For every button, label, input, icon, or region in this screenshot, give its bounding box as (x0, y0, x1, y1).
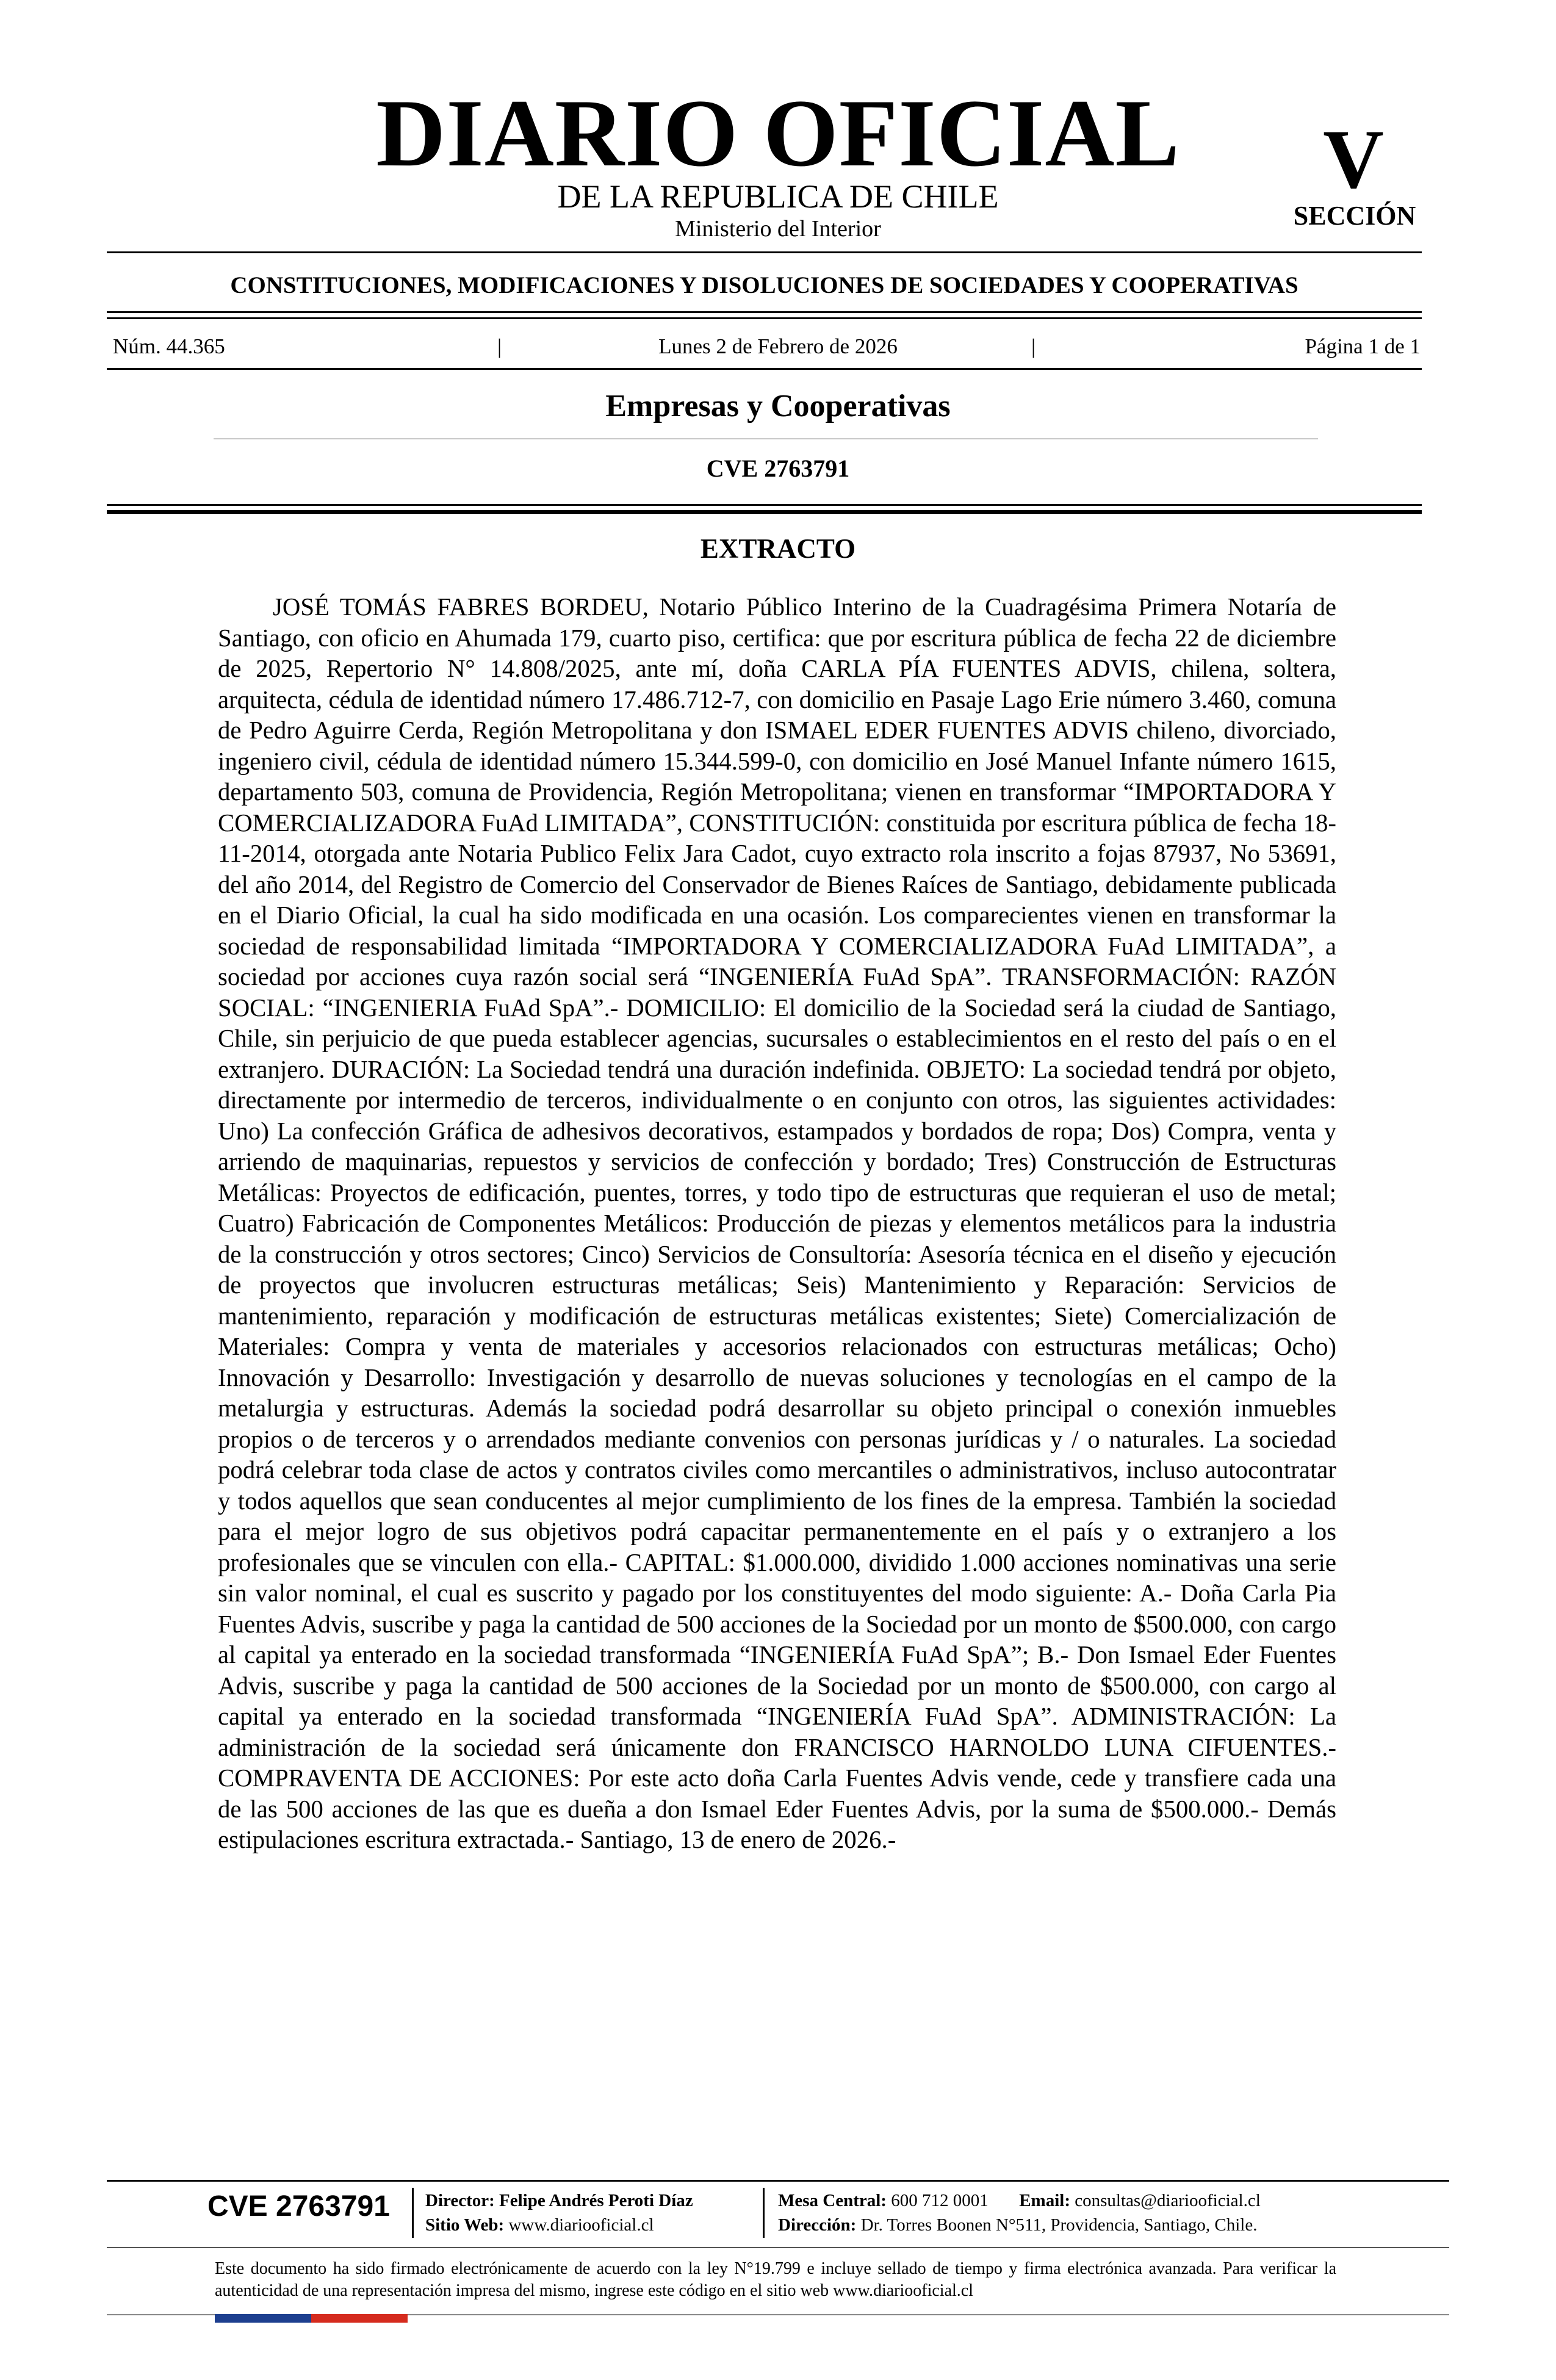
email-link[interactable]: consultas@diariooficial.cl (1075, 2191, 1261, 2210)
phone-number: 600 712 0001 (891, 2191, 989, 2210)
footer-divider (412, 2188, 414, 2238)
footer-legal-notice: Este documento ha sido firmado electrónicamente de acuerdo con la ley N°19.799 e incluye sellado de tiempo y firma electrónica avanzada. Para verificar la autenticidad de una representación impresa del mismo, ingrese este código en el sitio web www.diariooficial.cl (215, 2259, 1336, 2300)
issue-number: Núm. 44.365 (113, 334, 225, 358)
document-title: EXTRACTO (700, 533, 856, 564)
masthead-ministry: Ministerio del Interior (675, 216, 881, 242)
director-label: Director: (425, 2191, 495, 2210)
banner-rule-1 (107, 311, 1422, 313)
meta-separator: | (1031, 334, 1036, 358)
footer-cve-code: CVE 2763791 (207, 2190, 390, 2223)
flag-stripe-blue (215, 2314, 311, 2323)
meta-separator: | (497, 334, 502, 358)
cve-rule-1 (107, 504, 1422, 506)
flag-stripe-red (311, 2314, 408, 2323)
header-rule-top (107, 251, 1422, 253)
address-value: Dr. Torres Boonen N°511, Providencia, Santiago, Chile. (860, 2215, 1258, 2235)
website-label: Sitio Web: (425, 2215, 505, 2235)
footer-divider (763, 2188, 765, 2238)
email-label: Email: (1019, 2191, 1070, 2210)
category-divider (214, 438, 1318, 439)
section-letter: V (1323, 112, 1384, 206)
footer-website (425, 2216, 654, 2234)
issue-date: Lunes 2 de Febrero de 2026 (658, 334, 898, 358)
phone-label: Mesa Central: (778, 2191, 887, 2210)
footer-rule-mid (107, 2247, 1449, 2248)
meta-rule (107, 368, 1422, 370)
address-label: Dirección: (778, 2215, 857, 2235)
footer-contact (778, 2192, 1261, 2210)
masthead-subtitle: DE LA REPUBLICA DE CHILE (557, 178, 999, 215)
cve-code: CVE 2763791 (706, 455, 850, 482)
masthead-title: DIARIO OFICIAL (376, 80, 1180, 187)
cve-rule-2 (107, 510, 1422, 514)
page-indicator: Página 1 de 1 (1305, 334, 1421, 358)
footer-director (425, 2192, 693, 2210)
website-link[interactable]: www.diariooficial.cl (508, 2215, 654, 2235)
banner-rule-2 (107, 317, 1422, 319)
footer-rule-top (107, 2180, 1449, 2182)
director-name: Felipe Andrés Peroti Díaz (499, 2191, 693, 2210)
section-label: SECCIÓN (1293, 201, 1416, 231)
category-title: Empresas y Cooperativas (605, 389, 951, 424)
section-banner: CONSTITUCIONES, MODIFICACIONES Y DISOLUCIONES DE SOCIEDADES Y COOPERATIVAS (230, 272, 1298, 298)
document-body: JOSÉ TOMÁS FABRES BORDEU, Notario Público Interino de la Cuadragésima Primera Notaría de Santiago, con oficio en Ahumada 179, cuarto piso, certifica: que por escritura pública de fecha 22 de diciembre de 2025, Repertorio N° 14.808/2025, ante mí, doña CARLA PÍA FUENTES ADVIS, chilena, soltera, arquitecta, cédula de identidad número 17.486.712-7, con domicilio en Pasaje Lago Erie número 3.460, comuna de Pedro Aguirre Cerda, Región Metropolitana y don ISMAEL EDER FUENTES ADVIS chileno, divorciado, ingeniero civil, cédula de identidad número 15.344.599-0, con domicilio en José Manuel Infante número 1615, departamento 503, comuna de Providencia, Región Metropolitana; vienen en transformar “IMPORTADORA Y COMERCIALIZADORA FuAd LIMITADA”, CONSTITUCIÓN: constituida por escritura pública de fecha 18-11-2014, otorgada ante Notaria Publico Felix Jara Cadot, cuyo extracto rola inscrito a fojas 87937, No 53691, del año 2014, del Registro de Comercio del Conservador de Bienes Raíces de Santiago, debidamente publicada en el Diario Oficial, la cual ha sido modificada en una ocasión. Los comparecientes vienen en transformar la sociedad de responsabilidad limitada “IMPORTADORA Y COMERCIALIZADORA FuAd LIMITADA”, a sociedad por acciones cuya razón social será “INGENIERÍA FuAd SpA”. TRANSFORMACIÓN: RAZÓN SOCIAL: “INGENIERIA FuAd SpA”.- DOMICILIO: El domicilio de la Sociedad será la ciudad de Santiago, Chile, sin perjuicio de que pueda establecer agencias, sucursales o establecimientos en el resto del país o en el extranjero. DURACIÓN: La Sociedad tendrá una duración indefinida. OBJETO: La sociedad tendrá por objeto, directamente por intermedio de terceros, individualmente o en conjunto con otros, las siguientes actividades: Uno) La confección Gráfica de adhesivos decorativos, estampados y bordados de ropa; Dos) Compra, venta y arriendo de maquinarias, repuestos y servicios de confección y bordado; Tres) Construcción de Estructuras Metálicas: Proyectos de edificación, puentes, torres, y todo tipo de estructuras que requieran el uso de metal; Cuatro) Fabricación de Componentes Metálicos: Producción de piezas y elementos metálicos para la industria de la construcción y otros sectores; Cinco) Servicios de Consultoría: Asesoría técnica en el diseño y ejecución de proyectos que involucren estructuras metálicas; Seis) Mantenimiento y Reparación: Servicios de mantenimiento, reparación y modificación de estructuras metálicas existentes; Siete) Comercialización de Materiales: Compra y venta de materiales y accesorios relacionados con estructuras metálicas; Ocho) Innovación y Desarrollo: Investigación y desarrollo de nuevas soluciones y tecnologías en el campo de la metalurgia y estructuras. Además la sociedad podrá desarrollar su objeto principal o conexión inmuebles propios o de terceros y o arrendados mediante convenios con personas jurídicas y / o naturales. La sociedad podrá celebrar toda clase de actos y contratos civiles como mercantiles o administrativos, incluso autocontratar y todos aquellos que sean conducentes al mejor cumplimiento de los fines de la empresa. También la sociedad para el mejor logro de sus objetivos podrá capacitar permanentemente en el país y o extranjero a los profesionales que se vinculen con ella.- CAPITAL: $1.000.000, dividido 1.000 acciones nominativas una serie sin valor nominal, el cual es suscrito y pagado por los constituyentes del modo siguiente: A.- Doña Carla Pia Fuentes Advis, suscribe y paga la cantidad de 500 acciones de la Sociedad por un monto de $500.000, con cargo al capital ya enterado en la sociedad transformada “INGENIERÍA FuAd SpA”; B.- Don Ismael Eder Fuentes Advis, suscribe y paga la cantidad de 500 acciones de la Sociedad por un monto de $500.000, con cargo al capital ya enterado en la sociedad transformada “INGENIERÍA FuAd SpA”. ADMINISTRACIÓN: La administración de la sociedad será únicamente don FRANCISCO HARNOLDO LUNA CIFUENTES.- COMPRAVENTA DE ACCIONES: Por este acto doña Carla Fuentes Advis vende, cede y transfiere cada una de las 500 acciones de las que es dueña a don Ismael Eder Fuentes Advis, por la suma de $500.000.- Demás estipulaciones escritura extractada.- Santiago, 13 de enero de 2026.- (218, 593, 1336, 1853)
footer-address (778, 2216, 1257, 2234)
